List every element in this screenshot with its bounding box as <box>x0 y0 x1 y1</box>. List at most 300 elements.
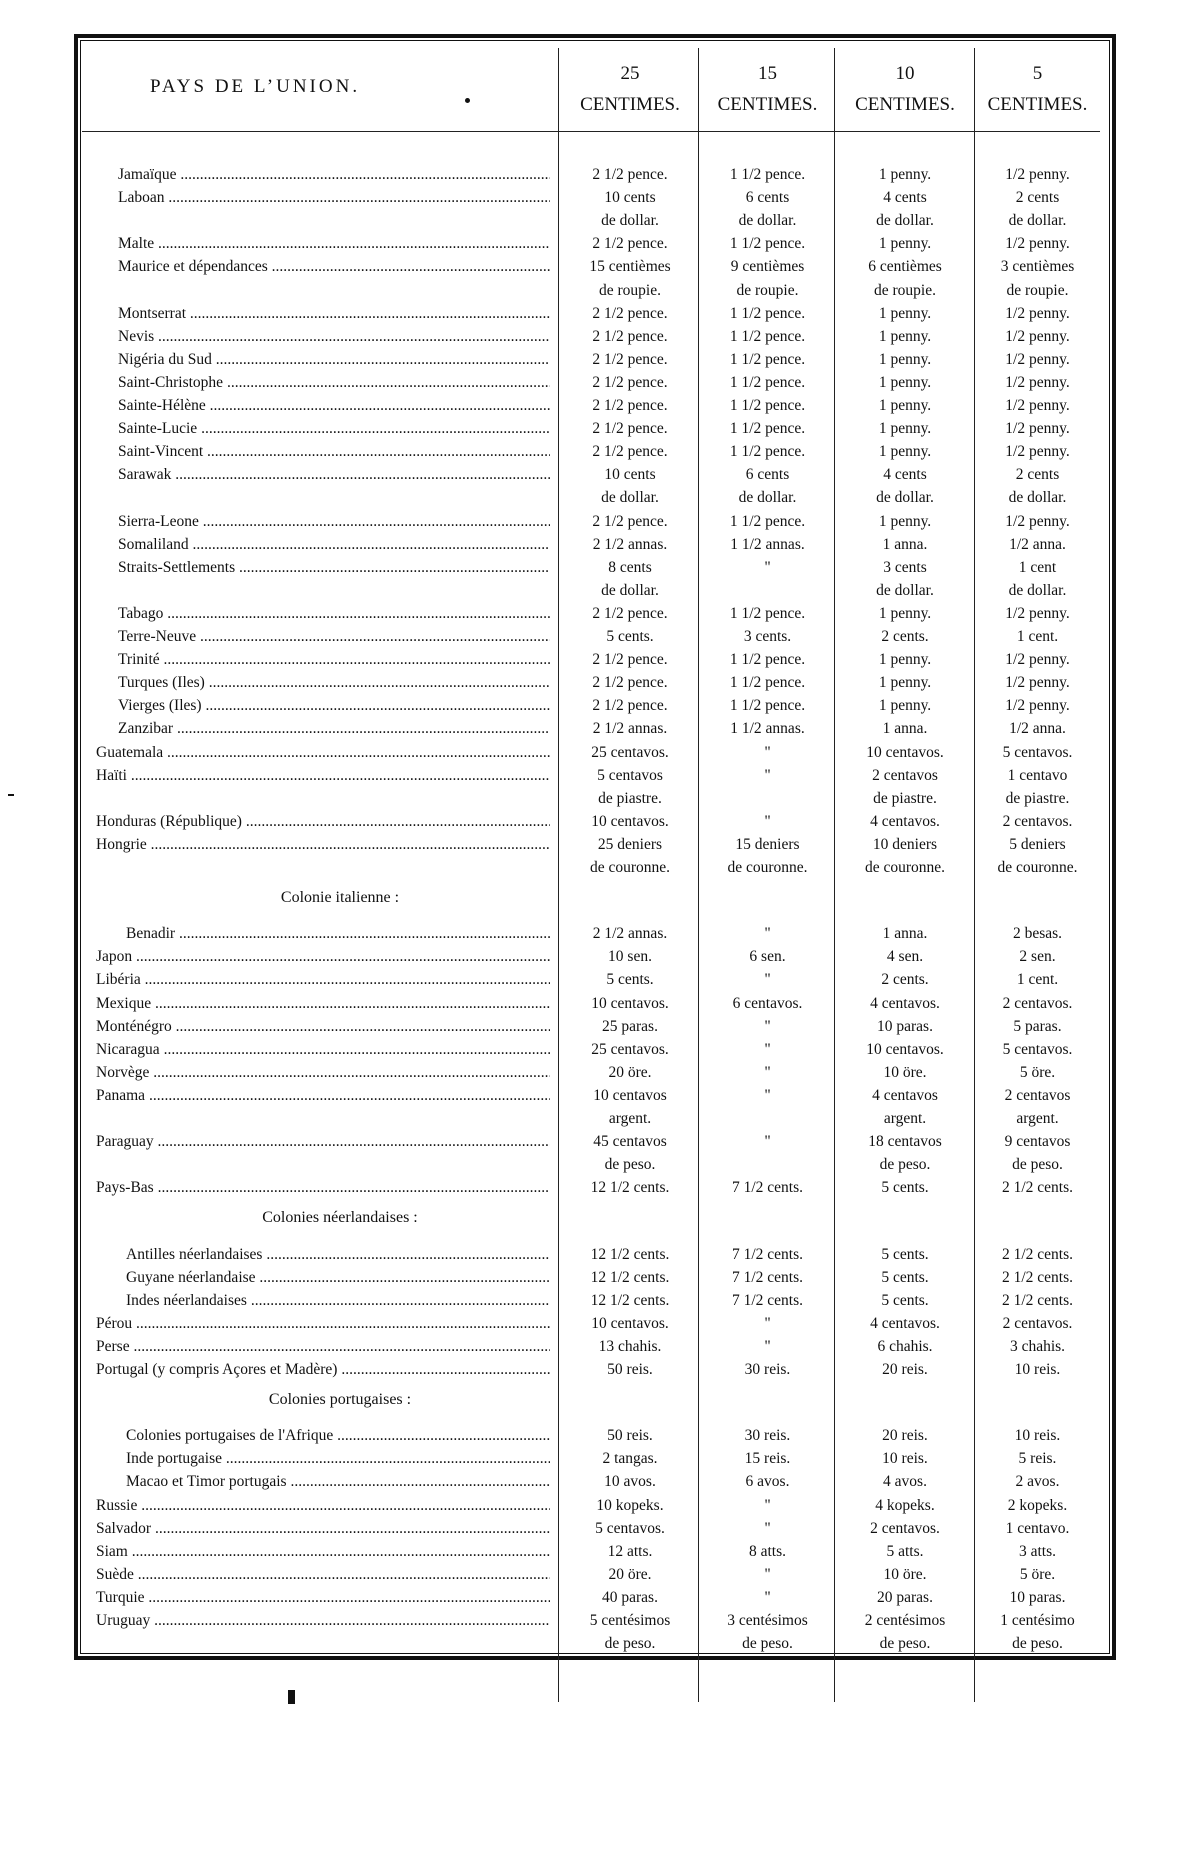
country-name: Perse ..... <box>96 1335 550 1358</box>
rate-cell: de roupie. <box>1006 281 1069 299</box>
rate-cell: 3 centésimos <box>727 1612 808 1629</box>
rate-cell: 10 centavos <box>593 1086 667 1104</box>
rate-cell: 1 cent <box>1018 558 1057 576</box>
country-name: Sainte-Hélène ..... <box>118 394 550 417</box>
rate-cell: de dollar. <box>1008 581 1067 599</box>
rate-cell: 6 centavos. <box>732 994 803 1012</box>
country-name: Paraguay ..... <box>96 1130 550 1153</box>
rate-cell: 20 öre. <box>608 1565 652 1583</box>
rate-cell: 4 centavos. <box>870 994 940 1012</box>
rate-cell: 5 cents. <box>606 971 654 989</box>
country-name: Antilles néerlandaises ..... <box>126 1243 550 1266</box>
rate-cell: de peso. <box>1012 1635 1063 1653</box>
rate-cell: 2 1/2 annas. <box>592 535 668 553</box>
country-name: Libéria ..... <box>96 968 550 991</box>
rate-cell: 1 centésimo <box>1000 1612 1075 1629</box>
rate-cell: 4 centavos. <box>870 812 940 830</box>
rate-cell: 2 tangas. <box>602 1450 658 1468</box>
rate-cell: 2 1/2 pence. <box>592 604 668 622</box>
rate-cell: 1 penny. <box>878 604 932 622</box>
rate-cell: 1 penny. <box>878 420 932 438</box>
section-heading: Colonie italienne : <box>280 889 400 907</box>
rate-cell: 1/2 penny. <box>1005 166 1070 183</box>
rate-cell: 1/2 penny. <box>1005 697 1070 715</box>
rate-cell: 2 besas. <box>1012 925 1063 943</box>
country-name: Turques (Iles) ..... <box>118 671 550 694</box>
rate-cell: 2 centavos. <box>1002 994 1073 1012</box>
rate-cell: " <box>764 743 771 761</box>
rate-cell: 1 1/2 pence. <box>729 235 806 253</box>
header-col-unit: CENTIMES. <box>987 94 1088 115</box>
rate-cell: de piastre. <box>873 789 937 807</box>
header-col-10 <box>835 58 975 120</box>
rate-cell: 10 centavos. <box>591 812 669 830</box>
country-name: Haïti ..... <box>96 764 550 787</box>
rate-cell: argent. <box>1016 1110 1059 1127</box>
rate-cell: 1 penny. <box>878 235 932 253</box>
section-heading: Colonies portugaises : <box>268 1391 412 1409</box>
header-rule <box>82 131 1100 132</box>
rate-cell: 1 centavo. <box>1005 1519 1070 1537</box>
rate-cell: 1 1/2 pence. <box>729 512 806 530</box>
rate-cell: 2 cents. <box>881 971 929 989</box>
rate-cell: " <box>764 1086 771 1104</box>
country-name: Panama ..... <box>96 1084 550 1107</box>
rate-cell: 12 1/2 cents. <box>590 1268 670 1286</box>
rate-cell: 1/2 penny. <box>1005 512 1070 530</box>
rate-cell: 2 1/2 cents. <box>1001 1245 1074 1263</box>
rate-cell: 5 centavos. <box>1002 1040 1073 1058</box>
rate-cell: 2 1/2 pence. <box>592 327 668 345</box>
rate-cell: 5 cents. <box>606 628 654 645</box>
rate-cell: 15 centièmes <box>589 258 671 276</box>
rate-cell: de peso. <box>604 1156 656 1174</box>
rate-cell: 1 1/2 pence. <box>729 373 806 391</box>
rate-cell: 15 reis. <box>744 1450 791 1468</box>
rate-cell: " <box>764 1133 771 1151</box>
country-name: Nevis ..... <box>118 325 550 348</box>
rate-cell: 10 öre. <box>883 1565 927 1583</box>
rate-cell: 1 centavo <box>1007 766 1068 784</box>
country-name: Siam ..... <box>96 1540 550 1563</box>
country-name: Montserrat ..... <box>118 302 550 325</box>
rate-cell: 12 1/2 cents. <box>590 1291 670 1309</box>
rate-cell: de roupie. <box>874 281 936 299</box>
rate-cell: de dollar. <box>601 489 659 507</box>
rate-cell: 1 penny. <box>878 397 932 414</box>
rate-cell: 2 kopeks. <box>1007 1496 1068 1514</box>
rate-cell: argent. <box>883 1110 927 1127</box>
rate-cell: 5 centavos. <box>1002 743 1073 761</box>
rate-cell: 1 penny. <box>878 304 932 322</box>
header-col-value: 5 <box>1032 63 1043 84</box>
rate-cell: de couronne. <box>997 859 1078 876</box>
rate-cell: 10 avos. <box>604 1473 656 1491</box>
rate-cell: de peso. <box>604 1635 656 1653</box>
rate-cell: 6 avos. <box>745 1473 790 1491</box>
rate-cell: 2 1/2 pence. <box>592 420 668 438</box>
rate-cell: de piastre. <box>1005 789 1070 807</box>
country-name: Laboan ..... <box>118 186 550 209</box>
country-name: Salvador ..... <box>96 1517 550 1540</box>
country-name: Vierges (Iles) ..... <box>118 694 550 717</box>
country-name: Sarawak ..... <box>118 463 550 486</box>
rate-cell: 2 cents. <box>881 628 929 645</box>
rate-cell: " <box>764 1017 771 1035</box>
rate-cell: 3 centièmes <box>1000 258 1075 276</box>
rate-cell: 1 1/2 pence. <box>729 397 806 414</box>
country-name: Norvège ..... <box>96 1061 550 1084</box>
rate-cell: 1 anna. <box>882 925 928 943</box>
rate-cell: 6 cents <box>745 189 790 207</box>
rate-cell: 1 anna. <box>882 720 928 738</box>
rate-cell: de couronne. <box>589 859 671 876</box>
rate-cell: " <box>764 766 771 784</box>
country-name: Trinité ..... <box>118 648 550 671</box>
rate-cell: 1 penny. <box>878 512 932 530</box>
rate-cell: " <box>764 1519 771 1537</box>
rate-cell: 1/2 penny. <box>1005 674 1070 692</box>
rate-cell: 5 öre. <box>1019 1565 1056 1583</box>
rate-cell: 10 centavos. <box>866 743 944 761</box>
rate-cell: 20 paras. <box>877 1588 933 1606</box>
rate-cell: de dollar. <box>1008 212 1067 230</box>
rate-cell: 2 cents <box>1015 189 1060 207</box>
rate-cell: 2 1/2 pence. <box>592 651 668 669</box>
country-name: Sierra-Leone ..... <box>118 510 550 533</box>
country-name: Straits-Settlements ..... <box>118 556 550 579</box>
column-divider <box>558 48 559 1702</box>
country-name: Zanzibar ..... <box>118 717 550 740</box>
rate-cell: 1 1/2 pence. <box>729 304 806 322</box>
rate-cell: 1 penny. <box>878 166 932 183</box>
rate-cell: de peso. <box>742 1635 793 1653</box>
rate-cell: de peso. <box>879 1156 931 1174</box>
rate-cell: 6 cents <box>745 466 790 484</box>
rate-cell: 2 centavos <box>872 766 938 784</box>
rate-cell: 2 1/2 pence. <box>592 350 668 368</box>
rate-cell: " <box>764 1040 771 1058</box>
rate-cell: 6 chahis. <box>877 1337 933 1355</box>
rate-cell: 5 reis. <box>1018 1450 1057 1468</box>
rate-cell: 7 1/2 cents. <box>731 1179 804 1197</box>
rate-cell: 20 reis. <box>882 1427 928 1445</box>
rate-cell: 3 chahis. <box>1009 1337 1066 1355</box>
country-name: Monténégro ..... <box>96 1015 550 1038</box>
country-name: Guyane néerlandaise ..... <box>126 1266 550 1289</box>
rate-cell: de couronne. <box>864 859 946 876</box>
rate-cell: 1/2 penny. <box>1005 235 1070 253</box>
rate-cell: 10 centavos. <box>866 1040 944 1058</box>
country-name: Uruguay ..... <box>96 1609 550 1632</box>
rate-cell: de roupie. <box>736 281 799 299</box>
rate-cell: 1 1/2 pence. <box>729 697 806 715</box>
print-mark <box>8 794 14 796</box>
rate-cell: 1 1/2 pence. <box>729 327 806 345</box>
rate-cell: 2 1/2 pence. <box>592 373 668 391</box>
rate-cell: 2 1/2 pence. <box>592 674 668 692</box>
rate-cell: 1/2 penny. <box>1005 604 1070 622</box>
country-name: Macao et Timor portugais ..... <box>126 1470 550 1493</box>
rate-cell: 1 1/2 pence. <box>729 166 806 183</box>
country-name: Hongrie ..... <box>96 833 550 856</box>
rate-cell: 4 cents <box>883 466 927 484</box>
rate-cell: " <box>764 1496 771 1514</box>
country-name: Sainte-Lucie ..... <box>118 417 550 440</box>
rate-cell: de dollar. <box>601 581 659 599</box>
rate-cell: 10 kopeks. <box>596 1496 664 1514</box>
rate-cell: 1 1/2 pence. <box>729 651 806 669</box>
country-name: Saint-Christophe ..... <box>118 371 550 394</box>
country-name: Benadir ..... <box>126 922 550 945</box>
header-col-unit: CENTIMES. <box>580 94 680 115</box>
rate-cell: 5 cents. <box>881 1291 929 1309</box>
rate-cell: argent. <box>608 1110 652 1127</box>
rate-cell: 25 centavos. <box>591 743 669 761</box>
rate-cell: 25 paras. <box>602 1017 658 1035</box>
rate-cell: 10 paras. <box>877 1017 933 1035</box>
rate-cell: 1/2 penny. <box>1005 443 1070 461</box>
header-col-value: 25 <box>620 63 640 84</box>
rate-cell: 5 centésimos <box>589 1612 671 1629</box>
rate-cell: 2 centavos. <box>870 1519 940 1537</box>
rate-cell: 1/2 anna. <box>1009 720 1066 738</box>
rate-cell: " <box>764 558 771 576</box>
rate-cell: 2 1/2 pence. <box>592 397 668 414</box>
country-name: Jamaïque ..... <box>118 163 550 186</box>
country-name: Nigéria du Sud ..... <box>118 348 550 371</box>
header-col-5 <box>975 58 1100 120</box>
rate-cell: 8 atts. <box>748 1542 787 1560</box>
rate-cell: 2 1/2 pence. <box>592 304 668 322</box>
rate-cell: 8 cents <box>608 558 652 576</box>
country-name: Suède ..... <box>96 1563 550 1586</box>
rate-cell: 1 penny. <box>878 443 932 461</box>
rate-cell: " <box>764 971 771 989</box>
rate-cell: 4 kopeks. <box>875 1496 935 1514</box>
rate-cell: 1 cent. <box>1016 971 1059 989</box>
rate-cell: de dollar. <box>738 489 797 507</box>
decorative-dot <box>465 98 470 103</box>
rate-cell: 1/2 penny. <box>1005 327 1070 345</box>
rate-cell: " <box>764 1588 771 1606</box>
rate-cell: 4 centavos. <box>870 1314 940 1332</box>
rate-cell: 1/2 penny. <box>1005 304 1070 322</box>
rate-cell: 4 avos. <box>883 1473 927 1491</box>
rate-cell: 2 cents <box>1015 466 1060 484</box>
country-name: Japon ..... <box>96 945 550 968</box>
header-col-25 <box>560 58 700 120</box>
rate-cell: 10 deniers <box>872 835 938 853</box>
rate-cell: 10 cents <box>604 189 656 207</box>
rate-cell: 1 penny. <box>878 674 932 692</box>
rate-cell: 1 anna. <box>882 535 928 553</box>
rate-cell: 2 1/2 pence. <box>592 512 668 530</box>
rate-cell: 6 centièmes <box>868 258 942 276</box>
header-col-unit: CENTIMES. <box>855 94 955 115</box>
rate-cell: 5 atts. <box>886 1542 924 1560</box>
rate-cell: 1/2 penny. <box>1005 651 1070 669</box>
rate-cell: 1 1/2 pence. <box>729 350 806 368</box>
rate-cell: 1/2 penny. <box>1005 350 1070 368</box>
rate-cell: 1 1/2 pence. <box>729 443 806 461</box>
rate-cell: 50 reis. <box>607 1427 653 1445</box>
rate-cell: 10 cents <box>604 466 656 484</box>
rate-cell: 2 sen. <box>1019 948 1056 966</box>
rate-cell: de peso. <box>879 1635 931 1653</box>
rate-cell: 10 reis. <box>1014 1361 1061 1378</box>
rate-cell: 2 1/2 cents. <box>1001 1291 1074 1309</box>
rate-cell: 7 1/2 cents. <box>731 1245 804 1263</box>
rate-cell: 25 centavos. <box>591 1040 669 1058</box>
rate-cell: 3 cents. <box>743 628 792 645</box>
rate-cell: 25 deniers <box>597 835 663 853</box>
rate-cell: 30 reis. <box>744 1427 791 1445</box>
rate-cell: " <box>764 812 771 830</box>
rate-cell: " <box>764 1063 771 1081</box>
rate-cell: 2 centavos. <box>1002 812 1073 830</box>
rate-cell: " <box>764 1337 771 1355</box>
rate-cell: 4 cents <box>883 189 927 207</box>
rate-cell: 9 centièmes <box>730 258 805 276</box>
country-name: Nicaragua ..... <box>96 1038 550 1061</box>
country-name: Turquie ..... <box>96 1586 550 1609</box>
rate-cell: 12 1/2 cents. <box>590 1179 670 1197</box>
country-name: Russie ..... <box>96 1494 550 1517</box>
country-name: Tabago ..... <box>118 602 550 625</box>
rate-cell: 30 reis. <box>744 1361 791 1378</box>
rate-cell: 1 penny. <box>878 350 932 368</box>
rate-cell: 1 1/2 pence. <box>729 674 806 692</box>
country-name: Somaliland ..... <box>118 533 550 556</box>
rate-cell: de dollar. <box>738 212 797 230</box>
rate-cell: 2 1/2 pence. <box>592 166 668 183</box>
rate-cell: 3 atts. <box>1018 1542 1057 1560</box>
rate-cell: 3 cents <box>883 558 927 576</box>
rate-cell: 20 reis. <box>882 1361 928 1378</box>
header-title: PAYS DE L’UNION. <box>150 76 361 97</box>
rate-cell: 1 penny. <box>878 651 932 669</box>
rate-cell: 20 öre. <box>608 1063 652 1081</box>
rate-cell: 2 1/2 annas. <box>592 925 668 943</box>
rate-cell: 7 1/2 cents. <box>731 1291 804 1309</box>
rate-cell: 10 reis. <box>1014 1427 1061 1445</box>
rate-cell: 5 cents. <box>881 1268 929 1286</box>
rate-cell: 12 1/2 cents. <box>590 1245 670 1263</box>
rate-cell: 50 reis. <box>607 1361 653 1378</box>
rate-cell: 5 centavos. <box>595 1519 665 1537</box>
rate-cell: 1 1/2 pence. <box>729 604 806 622</box>
rate-cell: 15 deniers <box>735 835 800 853</box>
country-name: Pays-Bas ..... <box>96 1176 550 1199</box>
rate-cell: 10 paras. <box>1009 1588 1066 1606</box>
rate-cell: 2 avos. <box>1015 1473 1060 1491</box>
rate-cell: 5 deniers <box>1009 835 1066 853</box>
country-name: Maurice et dépendances ..... <box>118 255 550 278</box>
rate-cell: de couronne. <box>727 859 808 876</box>
rate-cell: de peso. <box>1012 1156 1063 1174</box>
country-name: Mexique ..... <box>96 992 550 1015</box>
rate-cell: 5 cents. <box>881 1179 929 1197</box>
rate-cell: 1 penny. <box>878 327 932 345</box>
section-heading: Colonies néerlandaises : <box>262 1209 418 1227</box>
rate-cell: 1 penny. <box>878 373 932 391</box>
country-name: Saint-Vincent ..... <box>118 440 550 463</box>
rate-cell: de roupie. <box>599 281 661 299</box>
rate-cell: 5 öre. <box>1019 1063 1056 1081</box>
country-name: Honduras (République) ..... <box>96 810 550 833</box>
rate-cell: 10 centavos. <box>591 1314 669 1332</box>
header-col-value: 10 <box>895 63 915 84</box>
rate-cell: 5 paras. <box>1013 1017 1062 1035</box>
rate-cell: " <box>764 925 771 943</box>
rate-cell: de dollar. <box>1008 489 1067 507</box>
rate-cell: " <box>764 1314 771 1332</box>
header-col-15 <box>700 58 835 120</box>
rate-cell: 10 centavos. <box>591 994 669 1012</box>
rate-cell: 2 1/2 cents. <box>1001 1268 1074 1286</box>
rate-cell: 45 centavos <box>593 1133 667 1151</box>
rate-cell: 1 1/2 pence. <box>729 420 806 438</box>
rate-cell: 2 1/2 cents. <box>1001 1179 1074 1197</box>
rate-cell: 1/2 penny. <box>1005 420 1070 438</box>
rate-cell: 6 sen. <box>749 948 786 966</box>
rate-cell: 40 paras. <box>602 1588 658 1606</box>
country-name: Pérou ..... <box>96 1312 550 1335</box>
country-name: Portugal (y compris Açores et Madère) ..... <box>96 1358 550 1381</box>
rate-cell: de piastre. <box>598 789 662 807</box>
rate-cell: 2 centavos. <box>1002 1314 1073 1332</box>
header-col-unit: CENTIMES. <box>717 94 818 115</box>
rate-cell: 7 1/2 cents. <box>731 1268 804 1286</box>
rate-cell: 5 centavos <box>597 766 663 784</box>
rate-cell: 13 chahis. <box>598 1337 662 1355</box>
country-name: Guatemala ..... <box>96 741 550 764</box>
country-name: Malte ..... <box>118 232 550 255</box>
rate-cell: de dollar. <box>876 489 934 507</box>
rate-cell: 1/2 penny. <box>1005 397 1070 414</box>
rate-cell: 5 cents. <box>881 1245 929 1263</box>
rate-cell: 10 öre. <box>883 1063 927 1081</box>
rate-cell: 9 centavos <box>1004 1133 1071 1151</box>
rate-cell: 1/2 anna. <box>1009 535 1066 553</box>
rate-cell: de dollar. <box>876 212 934 230</box>
rate-cell: 4 sen. <box>886 948 924 966</box>
rate-cell: 1 1/2 annas. <box>730 535 805 553</box>
rate-cell: de dollar. <box>876 581 934 599</box>
rate-cell: 1 penny. <box>878 697 932 715</box>
rate-cell: 1/2 penny. <box>1005 373 1070 391</box>
rate-cell: " <box>764 1565 771 1583</box>
rate-cell: 1 1/2 annas. <box>730 720 805 738</box>
rate-cell: 2 1/2 pence. <box>592 235 668 253</box>
country-name: Inde portugaise ..... <box>126 1447 550 1470</box>
rate-cell: 2 1/2 annas. <box>592 720 668 738</box>
rate-cell: 2 1/2 pence. <box>592 443 668 461</box>
rate-cell: 2 1/2 pence. <box>592 697 668 715</box>
rate-cell: 10 sen. <box>608 948 652 966</box>
rate-cell: 18 centavos <box>868 1133 942 1151</box>
country-name: Indes néerlandaises ..... <box>126 1289 550 1312</box>
rate-cell: 10 reis. <box>882 1450 928 1468</box>
rate-cell: 4 centavos <box>872 1086 938 1104</box>
country-name: Terre-Neuve ..... <box>118 625 550 648</box>
rate-cell: 12 atts. <box>607 1542 653 1560</box>
rate-cell: de dollar. <box>601 212 659 230</box>
country-name: Colonies portugaises de l'Afrique ..... <box>126 1424 550 1447</box>
rate-cell: 2 centavos <box>1004 1086 1071 1104</box>
rate-cell: 2 centésimos <box>864 1612 946 1629</box>
